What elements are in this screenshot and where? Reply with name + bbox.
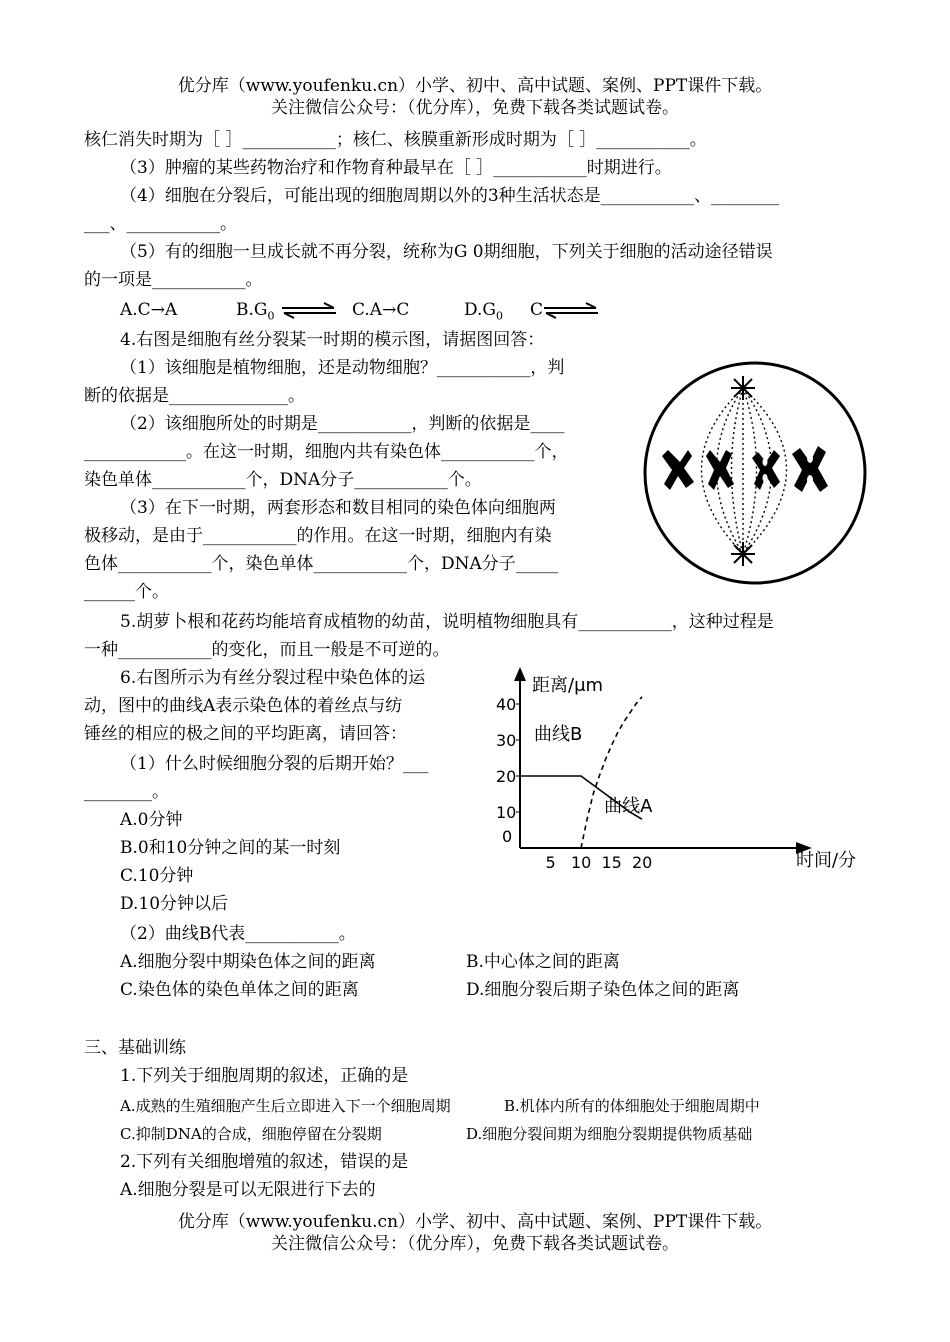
q4-sub2-line2: ____________。在这一时期，细胞内共有染色体___________个， xyxy=(84,442,569,462)
s3-q1-option-d: D.细胞分裂间期为细胞分裂期提供物质基础 xyxy=(466,1125,753,1143)
s3-q1-option-b: B.机体内所有的体细胞处于细胞周期中 xyxy=(504,1097,760,1115)
q4-sub3-line1: （3）在下一时期，两套形态和数目相同的染色体向细胞两 xyxy=(120,498,556,518)
q6-stem-line3: 锤丝的相应的极之间的平均距离，请回答： xyxy=(84,724,407,744)
q4-sub1-line2: 断的依据是______________。 xyxy=(84,386,305,406)
q3-option-b: $B.G_0$ xyxy=(236,300,275,323)
q4-sub3-line4: ______个。 xyxy=(84,582,169,602)
series-label: 曲线B xyxy=(534,724,583,745)
q6-sub2-option-d: D.细胞分裂后期子染色体之间的距离 xyxy=(466,980,740,1000)
s3-q1-option-a: A.成熟的生殖细胞产生后立即进入下一个细胞周期 xyxy=(120,1097,451,1115)
distance-time-chart xyxy=(490,665,875,875)
s3-q2-stem: 2.下列有关细胞增殖的叙述，错误的是 xyxy=(120,1152,409,1172)
q6-option-c: C.10分钟 xyxy=(120,866,194,886)
x-tick-label: 20 xyxy=(632,853,653,872)
y-axis-label: 距离/μm xyxy=(532,675,604,696)
s3-q2-option-a: A.细胞分裂是可以无限进行下去的 xyxy=(120,1180,376,1200)
x-axis-label: 时间/分 xyxy=(796,850,857,871)
page-footer-line2: 关注微信公众号：（优分库），免费下载各类试题试卷。 xyxy=(271,1234,679,1254)
reversible-arrow-icon xyxy=(280,300,338,320)
q3-sub4-line2: ___、___________。 xyxy=(84,214,237,234)
page-header-line2: 关注微信公众号：（优分库），免费下载各类试题试卷。 xyxy=(271,98,679,118)
page-header-line1: 优分库（www.youfenku.cn）小学、初中、高中试题、案例、PPT课件下载。 xyxy=(177,76,773,96)
y-tick-label: 30 xyxy=(496,731,517,750)
q6-sub1-line1: （1）什么时候细胞分裂的后期开始？___ xyxy=(120,754,429,774)
q6-sub2-option-b: B.中心体之间的距离 xyxy=(466,952,620,972)
series-label: 曲线A xyxy=(604,796,653,817)
cell-mitosis-figure xyxy=(640,358,870,588)
q3-option-c: C.A→C xyxy=(352,300,410,320)
q3-option-d: $D.G_0$ xyxy=(464,300,504,323)
y-axis-arrow-icon xyxy=(514,667,526,681)
q6-stem-line2: 动，图中的曲线A表示染色体的着丝点与纺 xyxy=(84,696,403,716)
q6-option-b: B.0和10分钟之间的某一时刻 xyxy=(120,838,341,858)
s3-q1-stem: 1.下列关于细胞周期的叙述，正确的是 xyxy=(120,1066,409,1086)
x-tick-label: 15 xyxy=(601,853,622,872)
q4-sub2-line1: （2）该细胞所处的时期是___________，判断的依据是____ xyxy=(120,414,565,434)
q3-sub5-line1: （5）有的细胞一旦成长就不再分裂，统称为G 0期细胞，下列关于细胞的活动途径错误 xyxy=(120,242,773,262)
q4-sub3-line2: 极移动，是由于___________的作用。在这一时期，细胞内有染 xyxy=(84,526,552,546)
series-line-curve-b xyxy=(581,697,642,848)
y-tick-label: 40 xyxy=(496,695,517,714)
q6-option-a: A.0分钟 xyxy=(120,810,183,830)
q6-sub2-option-a: A.细胞分裂中期染色体之间的距离 xyxy=(120,952,376,972)
q6-sub1-line2: ________。 xyxy=(84,782,169,802)
q5-line2: 一种___________的变化，而且一般是不可逆的。 xyxy=(84,640,450,660)
q6-sub2: （2）曲线B代表___________。 xyxy=(120,924,356,944)
q3-sub3: （3）肿瘤的某些药物治疗和作物育种最早在［ ］___________时期进行。 xyxy=(120,158,672,178)
q3-sub4-line1: （4）细胞在分裂后，可能出现的细胞周期以外的3种生活状态是___________、________ xyxy=(120,186,780,206)
reversible-arrow-icon xyxy=(542,300,600,320)
page-footer-line1: 优分库（www.youfenku.cn）小学、初中、高中试题、案例、PPT课件下载。 xyxy=(177,1212,773,1232)
q3-option-d-tail: C xyxy=(530,300,544,320)
y-tick-label: 20 xyxy=(496,767,517,786)
section3-title: 三、基础训练 xyxy=(84,1038,186,1058)
q3-sub5-line2: 的一项是___________。 xyxy=(84,270,263,290)
q4-stem: 4.右图是细胞有丝分裂某一时期的模示图，请据图回答： xyxy=(120,330,545,350)
q4-sub1-line1: （1）该细胞是植物细胞，还是动物细胞？___________，判 xyxy=(120,358,565,378)
q4-sub2-line3: 染色单体___________个，DNA分子___________个。 xyxy=(84,470,482,490)
x-tick-label: 10 xyxy=(571,853,592,872)
q6-option-d: D.10分钟以后 xyxy=(120,894,229,914)
y-tick-label: 10 xyxy=(496,803,517,822)
q3-line-nucleolus: 核仁消失时期为［ ］___________；核仁、核膜重新形成时期为［ ］___________。 xyxy=(84,130,707,150)
q6-stem-line1: 6.右图所示为有丝分裂过程中染色体的运 xyxy=(120,668,426,688)
x-tick-label: 0 xyxy=(502,827,513,846)
s3-q1-option-c: C.抑制DNA的合成，细胞停留在分裂期 xyxy=(120,1125,382,1143)
q6-sub2-option-c: C.染色体的染色单体之间的距离 xyxy=(120,980,359,1000)
q4-sub3-line3: 色体___________个，染色单体___________个，DNA分子_____ xyxy=(84,554,559,574)
q5-line1: 5.胡萝卜根和花药均能培育成植物的幼苗，说明植物细胞具有___________，这种过程是 xyxy=(120,612,774,632)
q3-option-a: A.C→A xyxy=(120,300,178,320)
x-tick-label: 5 xyxy=(545,853,556,872)
